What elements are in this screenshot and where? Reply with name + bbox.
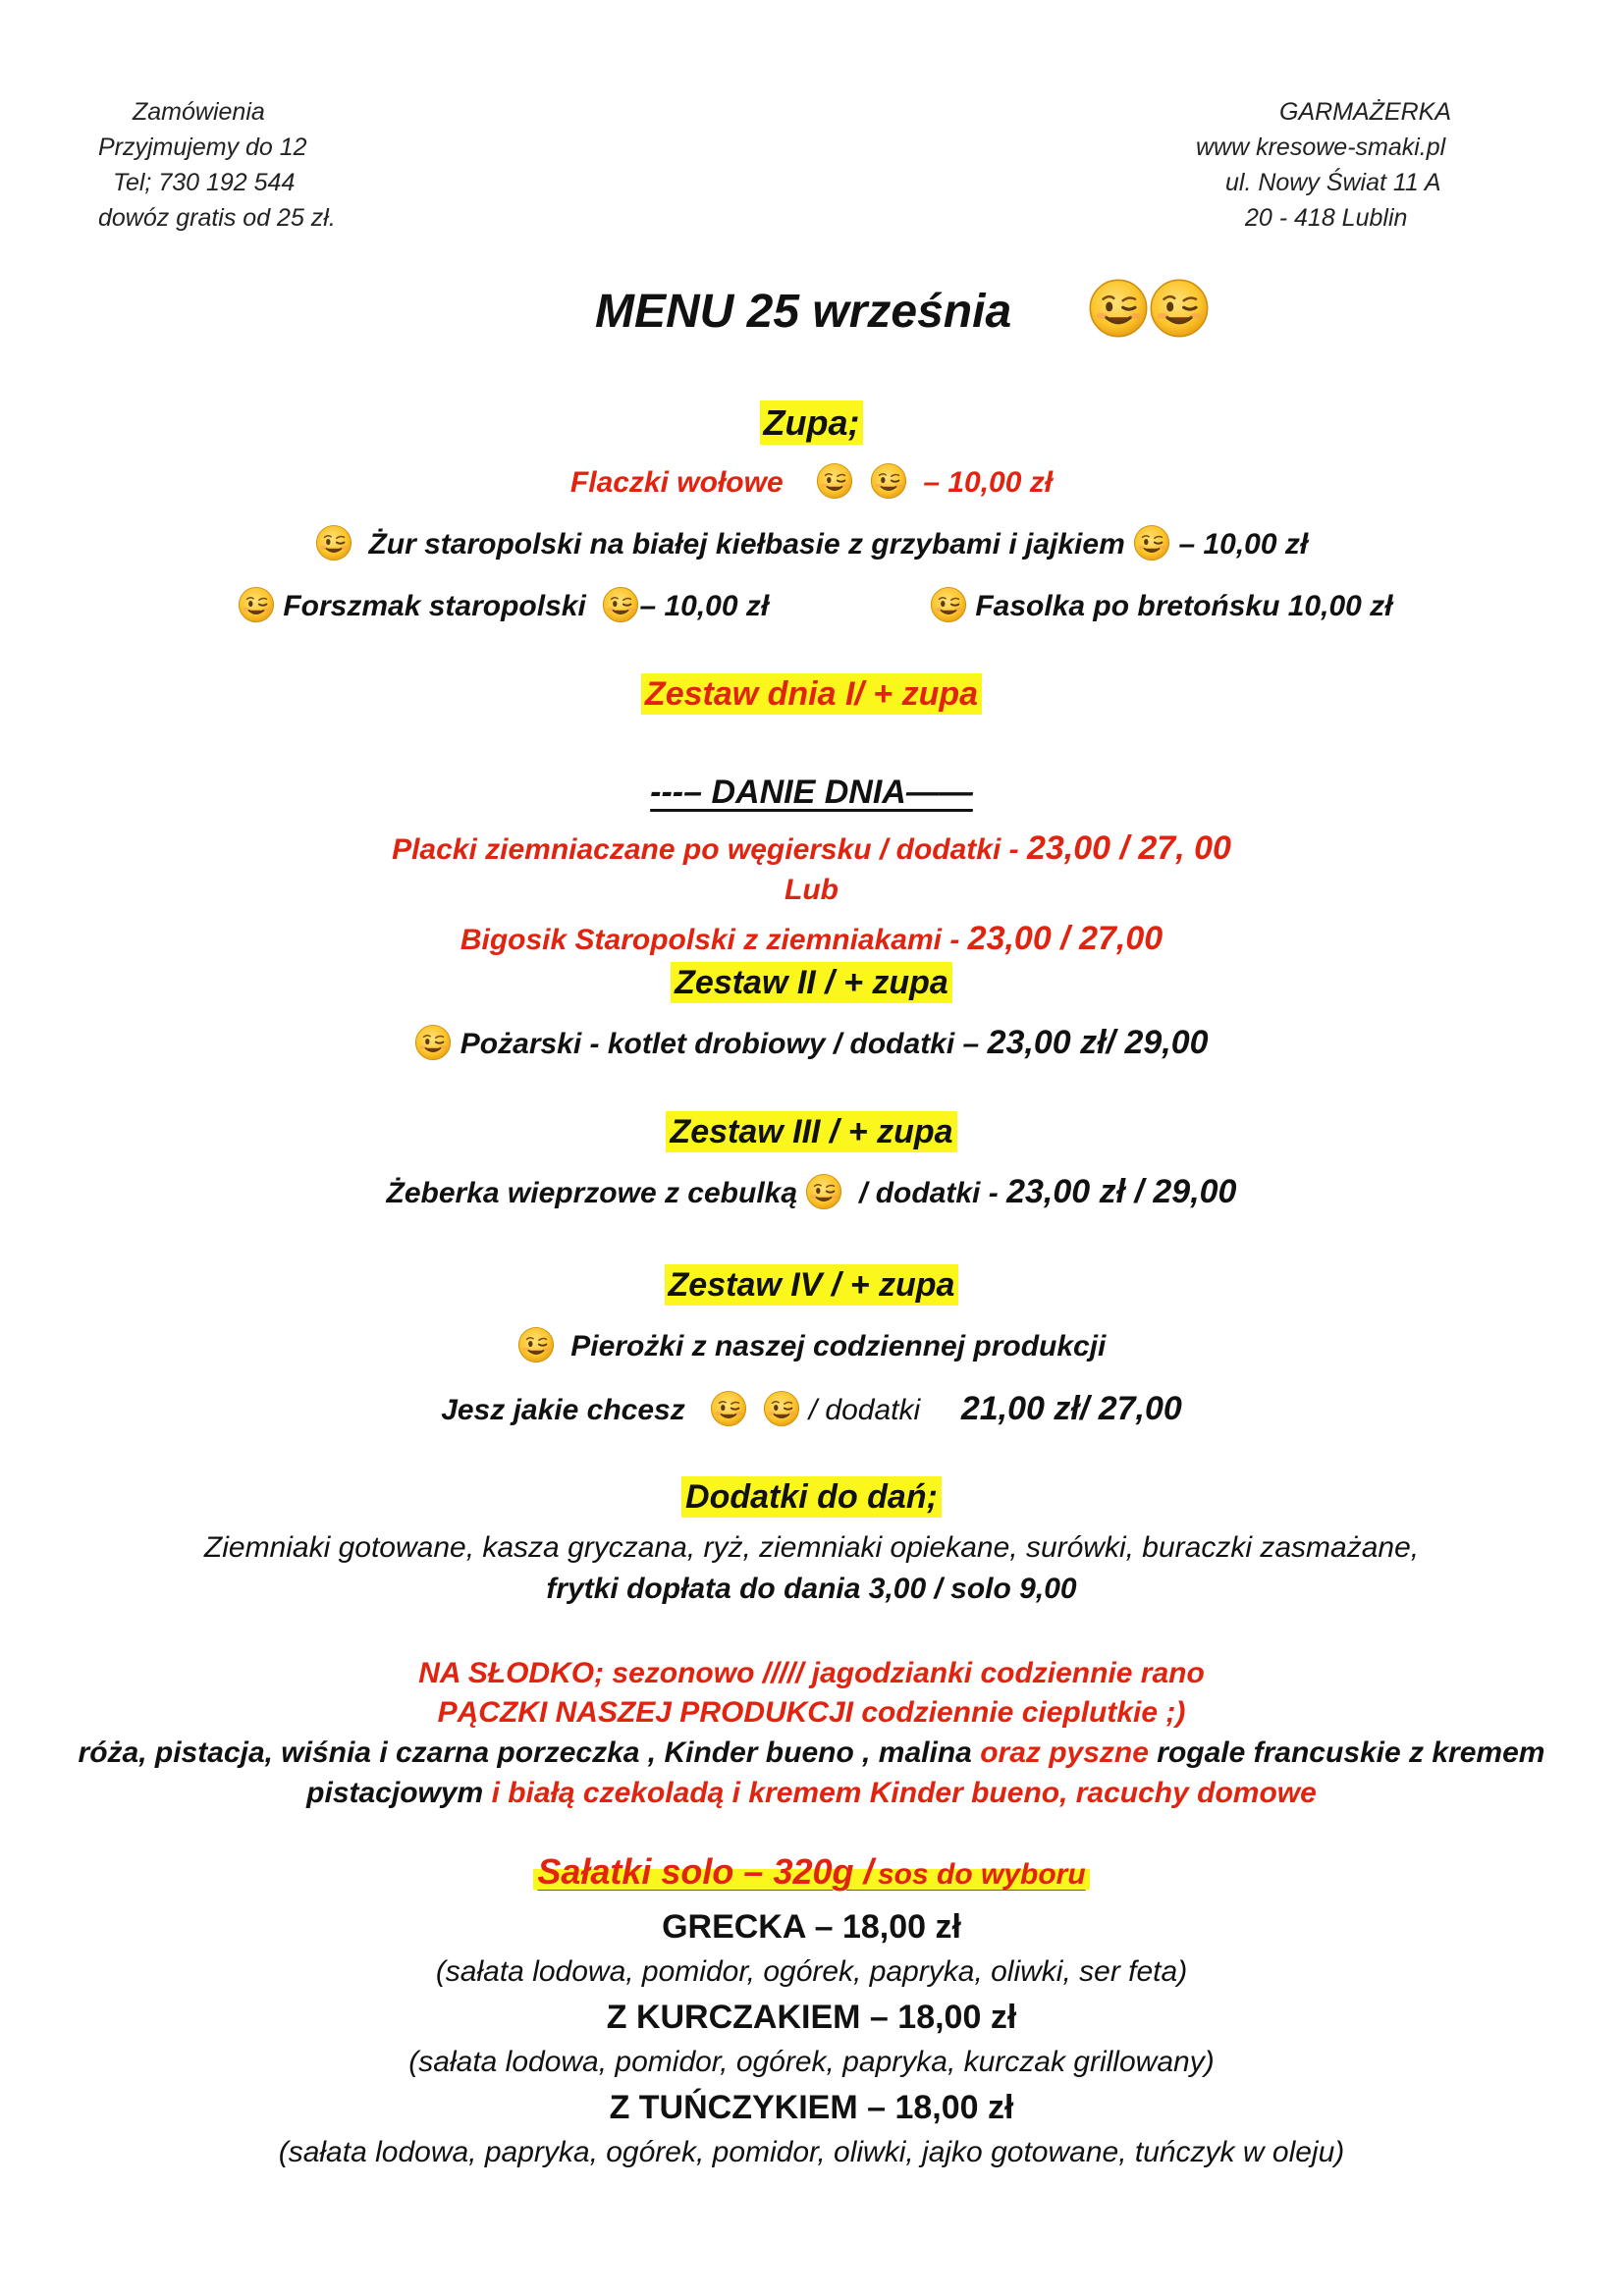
set3-section (0, 1113, 1623, 1151)
sides-fries-row (0, 1573, 1623, 1606)
salad-desc: (sałata lodowa, papryka, ogórek, pomidor, oliwki, jajko gotowane, tuńczyk w oleju) (278, 2136, 1345, 2168)
set4-item-row (0, 1329, 1623, 1366)
set4-choice-row (0, 1390, 1623, 1430)
orders-deadline: Przyjmujemy do 12 (98, 133, 307, 161)
zeberka-extras: / dodatki - (859, 1177, 999, 1209)
soup-heading: Zupa; (760, 400, 864, 445)
sides-list-row (0, 1531, 1623, 1565)
winking-face-icon (816, 462, 853, 500)
winking-face-icon (870, 462, 907, 500)
winking-face-icon (1149, 278, 1210, 339)
forszmak-name: Forszmak staropolski (283, 589, 586, 622)
winking-face-icon (414, 1024, 452, 1061)
sweets-more: i białą czekoladą i kremem Kinder bueno, racuchy domowe (491, 1777, 1317, 1809)
salad-kurczak (0, 1999, 1623, 2037)
placki-row (0, 829, 1623, 868)
winking-face-icon (602, 586, 639, 623)
forszmak-price: – 10,00 zł (639, 589, 770, 622)
placki-name: Placki ziemniaczane po węgiersku / dodatki - (392, 833, 1019, 866)
sweets-flavors: róża, pistacja, wiśnia i czarna porzeczka , Kinder bueno , malina (78, 1736, 972, 1769)
dish-of-day-heading (0, 774, 1623, 812)
set2-item-row (0, 1024, 1623, 1064)
set4-heading: Zestaw IV / + zupa (665, 1264, 959, 1306)
page-title: MENU 25 września (595, 286, 1012, 338)
sides-fries: frytki dopłata do dania 3,00 / solo 9,00 (546, 1573, 1077, 1605)
salad-desc: (sałata lodowa, pomidor, ogórek, papryka, oliwki, ser feta) (435, 1955, 1188, 1988)
winking-face-icon (805, 1173, 842, 1210)
phone-number: Tel; 730 192 544 (113, 169, 296, 196)
set1-section (0, 675, 1623, 714)
sweets-line3 (0, 1736, 1623, 1770)
winking-face-icon (1133, 524, 1170, 561)
salad-tunczyk-desc (0, 2136, 1623, 2169)
winking-face-icon (710, 1390, 747, 1427)
winking-face-icon (763, 1390, 800, 1427)
sweets-line1 (0, 1657, 1623, 1690)
salads-section (0, 1851, 1623, 1893)
salad-name: Z KURCZAKIEM – 18,00 zł (606, 1999, 1017, 2036)
winking-face-icon (930, 586, 967, 623)
bigos-name: Bigosik Staropolski z ziemniakami - (460, 924, 960, 956)
title-emojis (1088, 284, 1210, 345)
lub-row (0, 874, 1623, 907)
sweets-line4 (0, 1777, 1623, 1810)
fasolka-item: Fasolka po bretońsku 10,00 zł (975, 589, 1393, 622)
pozarski-name: Pożarski - kotlet drobiowy / dodatki – (460, 1028, 980, 1060)
lub-label: Lub (784, 874, 839, 906)
salads-sauce: sos do wyboru (877, 1858, 1086, 1891)
salad-tunczyk (0, 2089, 1623, 2127)
sweets-line2 (0, 1696, 1623, 1730)
website-link[interactable]: www kresowe-smaki.pl (1196, 133, 1446, 161)
salads-heading: Sałatki solo – 320g / (537, 1851, 874, 1892)
bigos-price: 23,00 / 27,00 (967, 920, 1163, 957)
soup-forszmak-row (238, 589, 769, 626)
set3-heading: Zestaw III / + zupa (666, 1111, 956, 1152)
soup-zur-row (0, 527, 1623, 564)
sweets-donuts: PĄCZKI NASZEJ PRODUKCJI codziennie cieplutkie ;) (437, 1696, 1186, 1729)
pierozki-price: 21,00 zł/ 27,00 (960, 1390, 1182, 1427)
zeberka-price: 23,00 zł / 29,00 (1006, 1173, 1237, 1210)
sweets-oraz: oraz pyszne (980, 1736, 1149, 1769)
sweets-rogale: rogale francuskie z kremem (1157, 1736, 1545, 1769)
zeberka-name: Żeberka wieprzowe z cebulką (386, 1177, 798, 1209)
pierozki-choice: Jesz jakie chcesz (441, 1394, 685, 1426)
sweets-pistachio: pistacjowym (306, 1777, 484, 1809)
orders-label: Zamówienia (133, 98, 265, 126)
sides-list: Ziemniaki gotowane, kasza gryczana, ryż, ziemniaki opiekane, surówki, buraczki zasmażane, (203, 1531, 1420, 1564)
dish-of-day-label: ---– DANIE DNIA—— (650, 774, 973, 811)
pozarski-price: 23,00 zł/ 29,00 (987, 1024, 1209, 1061)
salad-desc: (sałata lodowa, pomidor, ogórek, papryka, kurczak grillowany) (408, 2046, 1215, 2078)
winking-face-icon (315, 524, 352, 561)
business-name: GARMAŻERKA (1279, 98, 1452, 126)
zur-price: – 10,00 zł (1178, 527, 1309, 561)
set2-section (0, 964, 1623, 1002)
set4-section (0, 1266, 1623, 1305)
salad-grecka (0, 1908, 1623, 1947)
sweets-seasonal: NA SŁODKO; sezonowo ///// jagodzianki codziennie rano (418, 1657, 1205, 1689)
set2-heading: Zestaw II / + zupa (671, 962, 952, 1003)
set1-heading: Zestaw dnia I/ + zupa (641, 673, 982, 715)
winking-face-icon (1088, 278, 1149, 339)
soup-section (0, 402, 1623, 444)
winking-face-icon (238, 586, 275, 623)
flaczki-name: Flaczki wołowe (569, 465, 784, 499)
placki-price: 23,00 / 27, 00 (1026, 829, 1231, 867)
soup-flaczki-row (0, 465, 1623, 503)
delivery-info: dowóz gratis od 25 zł. (98, 204, 336, 232)
street-address: ul. Nowy Świat 11 A (1225, 169, 1441, 196)
sides-heading: Dodatki do dań; (681, 1476, 942, 1518)
salad-grecka-desc (0, 1955, 1623, 1989)
salad-kurczak-desc (0, 2046, 1623, 2079)
salad-name: GRECKA – 18,00 zł (662, 1908, 961, 1946)
soup-fasolka-row (930, 589, 1393, 626)
salads-heading-box (533, 1851, 1089, 1892)
pierozki-name: Pierożki z naszej codziennej produkcji (570, 1329, 1107, 1362)
set3-item-row (0, 1173, 1623, 1213)
sides-section (0, 1478, 1623, 1517)
winking-face-icon (517, 1326, 555, 1363)
pierozki-extras: / dodatki (808, 1394, 921, 1426)
bigos-row (0, 920, 1623, 958)
flaczki-price: – 10,00 zł (923, 465, 1054, 499)
salad-name: Z TUŃCZYKIEM – 18,00 zł (609, 2089, 1014, 2126)
zur-name: Żur staropolski na białej kiełbasie z grzybami i jajkiem (368, 527, 1125, 561)
city-address: 20 - 418 Lublin (1245, 204, 1408, 232)
